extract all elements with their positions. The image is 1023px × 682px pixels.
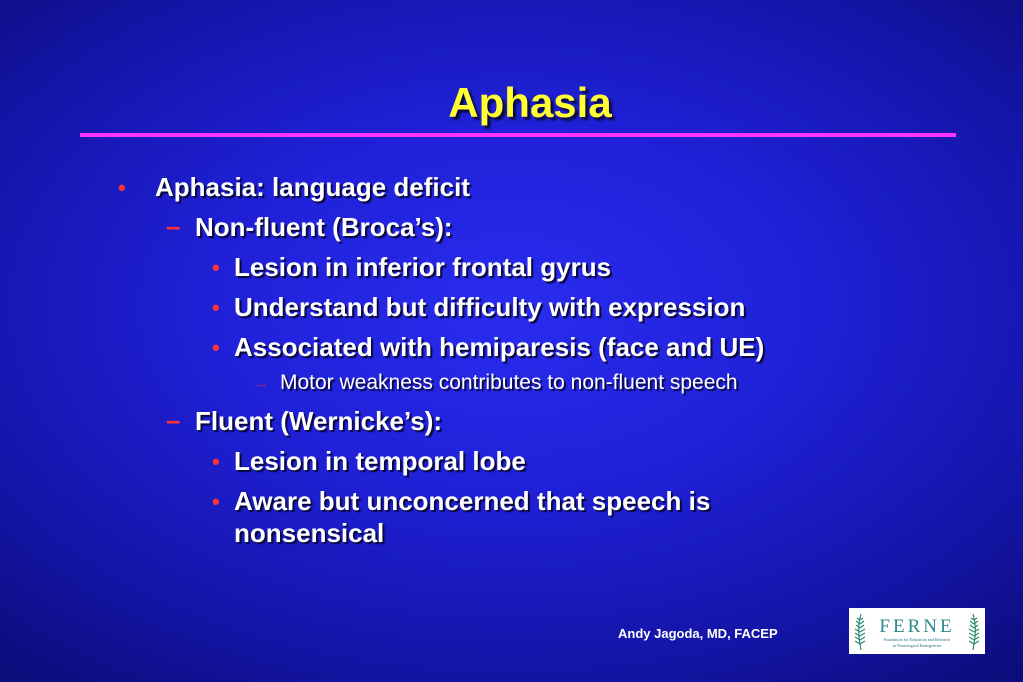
fern-right-icon (969, 614, 979, 650)
logo-tagline-1: Foundation for Education and Research (883, 637, 951, 642)
ferne-logo (849, 608, 985, 654)
bullet-text: Lesion in inferior frontal gyrus (234, 252, 612, 282)
bullet-text: Associated with hemiparesis (face and UE) (234, 332, 765, 362)
bullet-text: Aware but unconcerned that speech is (234, 486, 711, 516)
bullet-marker: • (212, 295, 220, 320)
logo-tagline-2: in Neurological Emergencies (892, 643, 942, 648)
ferne-logo-graphic (849, 608, 985, 654)
sub-heading-text: Fluent (Wernicke’s): (195, 406, 443, 436)
bullet-text-continuation: nonsensical (234, 518, 385, 548)
bullet-marker: • (212, 335, 220, 360)
sub-bullet-marker: _ (257, 371, 266, 388)
dash-marker: – (166, 405, 181, 435)
bullet-marker: • (118, 175, 126, 200)
dash-marker: – (166, 211, 181, 241)
bullet-text: Aphasia: language deficit (155, 172, 470, 202)
logo-wordmark: FERNE (879, 616, 955, 637)
bullet-marker: • (212, 255, 220, 280)
sub-heading-text: Non-fluent (Broca’s): (195, 212, 453, 242)
sub-bullet-text: Motor weakness contributes to non-fluent speech (280, 371, 738, 394)
footer-author: Andy Jagoda, MD, FACEP (618, 626, 778, 641)
title-divider (80, 133, 956, 137)
bullet-text: Understand but difficulty with expression (234, 292, 746, 322)
bullet-text: Lesion in temporal lobe (234, 446, 526, 476)
bullet-marker: • (212, 489, 220, 514)
fern-left-icon (855, 614, 865, 650)
bullet-marker: • (212, 449, 220, 474)
slide-title: Aphasia (448, 79, 612, 126)
